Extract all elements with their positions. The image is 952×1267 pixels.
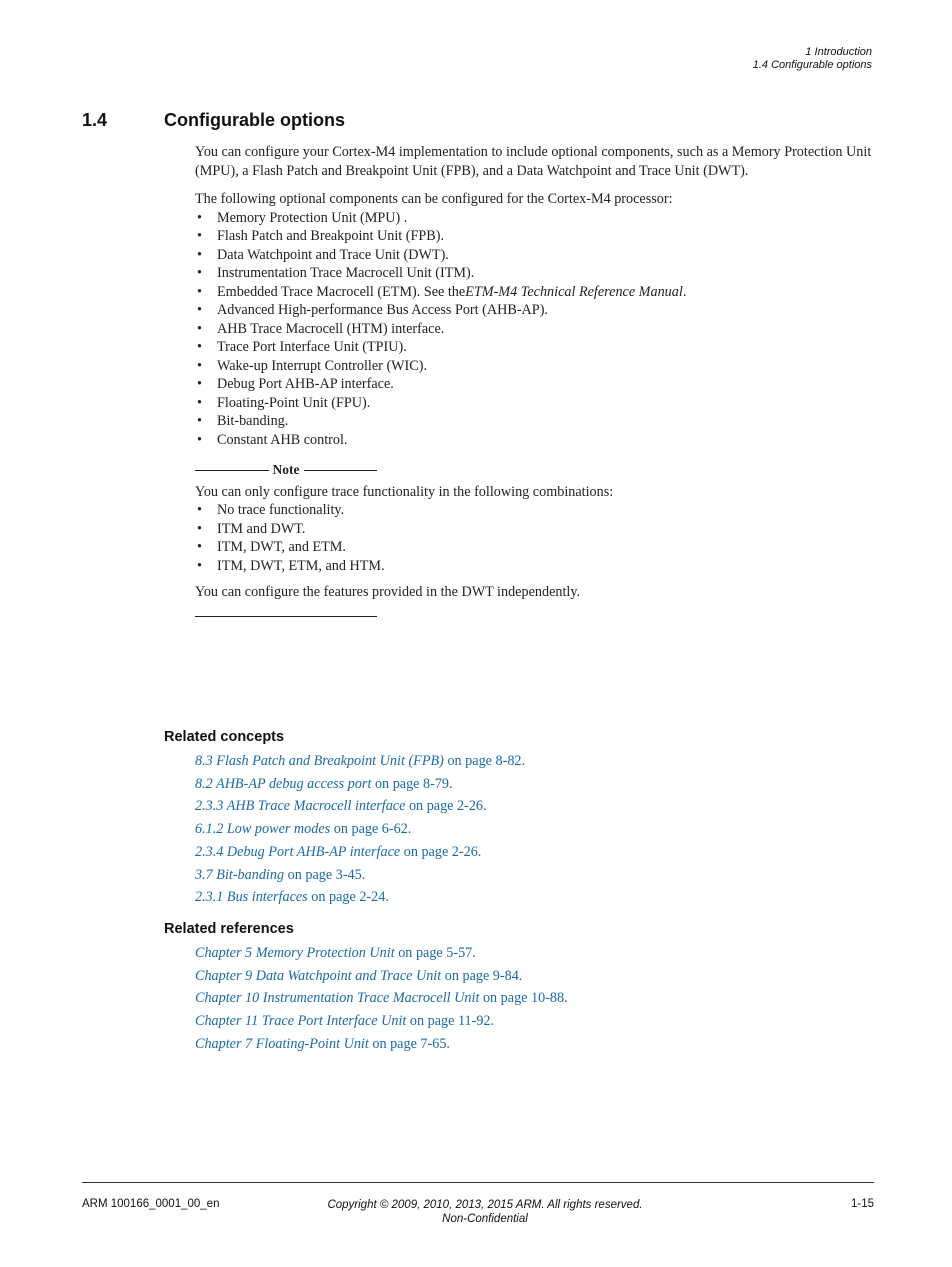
list-item: • ITM, DWT, and ETM.: [197, 539, 346, 555]
bullet: •: [197, 283, 202, 300]
list-item: • ITM, DWT, ETM, and HTM.: [197, 557, 385, 574]
list-item: • Flash Patch and Breakpoint Unit (FPB).: [197, 228, 444, 244]
note-end-rule: [195, 616, 377, 617]
footer-page-number: 1-15: [850, 1198, 874, 1210]
bullet: •: [197, 320, 202, 337]
section-title: Configurable options: [164, 110, 345, 130]
list-item: • Bit-banding.: [197, 413, 289, 429]
bullet: •: [197, 339, 202, 355]
list-item: • ITM and DWT.: [197, 520, 306, 537]
note-rule-right: [304, 470, 378, 471]
related-link[interactable]: Chapter 7 Floating-Point Unit on page 7-65.: [195, 1035, 450, 1052]
bullet: •: [197, 228, 202, 244]
section-number: 1.4: [82, 110, 108, 130]
footer-confidentiality: Non-Confidential: [442, 1213, 528, 1225]
related-link[interactable]: Chapter 10 Instrumentation Trace Macrocell Unit on page 10-88.: [195, 990, 568, 1007]
note-lead: You can only configure trace functionality in the following combinations:: [195, 483, 614, 500]
components-lead: The following optional components can be configured for the Cortex-M4 processor:: [195, 191, 673, 207]
bullet: •: [197, 557, 202, 574]
list-item: • AHB Trace Macrocell (HTM) interface.: [197, 320, 445, 337]
list-item: • Floating-Point Unit (FPU).: [197, 394, 371, 411]
footer-doc-id: ARM 100166_0001_00_en: [82, 1198, 220, 1210]
footer-copyright-block: [280, 1198, 690, 1226]
running-header: [753, 46, 872, 72]
list-item: • Wake-up Interrupt Controller (WIC).: [197, 357, 428, 374]
related-concepts-heading: Related concepts: [164, 729, 285, 745]
section-body: [195, 143, 875, 617]
bullet: •: [197, 539, 202, 555]
list-item: • Trace Port Interface Unit (TPIU).: [197, 339, 407, 355]
related-link[interactable]: 6.1.2 Low power modes on page 6-62.: [195, 821, 412, 838]
related-link[interactable]: 2.3.4 Debug Port AHB-AP interface on page 2-26.: [195, 843, 482, 860]
list-item: • Advanced High-performance Bus Access Port (AHB-AP).: [197, 302, 548, 318]
bullet: •: [197, 394, 202, 411]
bullet: •: [197, 357, 202, 374]
list-item: • Data Watchpoint and Trace Unit (DWT).: [197, 246, 449, 263]
note-list: [195, 501, 875, 575]
note-header: [195, 461, 377, 480]
footer-copyright: Copyright © 2009, 2010, 2013, 2015 ARM. All rights reserved.: [327, 1199, 643, 1211]
header-chapter: 1 Introduction: [805, 46, 872, 58]
related-link[interactable]: 8.3 Flash Patch and Breakpoint Unit (FPB) on page 8-82.: [195, 753, 526, 769]
footer-rule: [82, 1182, 874, 1183]
related-link[interactable]: 8.2 AHB-AP debug access port on page 8-79.: [195, 775, 453, 792]
bullet: •: [197, 413, 202, 429]
bullet: •: [197, 520, 202, 537]
related-link[interactable]: 3.7 Bit-banding on page 3-45.: [195, 866, 366, 883]
list-item: • Constant AHB control.: [197, 431, 348, 448]
list-item: • No trace functionality.: [197, 502, 345, 518]
bullet: •: [197, 265, 202, 281]
bullet: •: [197, 209, 202, 226]
note-label: Note: [272, 462, 300, 477]
bullet: •: [197, 502, 202, 518]
related-references-heading: Related references: [164, 921, 294, 937]
related-concepts-list: [195, 750, 525, 909]
related-link[interactable]: 2.3.3 AHB Trace Macrocell interface on page 2-26.: [195, 798, 487, 815]
bullet: •: [197, 431, 202, 448]
header-section: 1.4 Configurable options: [752, 59, 872, 71]
related-references-list: [195, 942, 568, 1056]
components-list: [195, 209, 875, 450]
bullet: •: [197, 302, 202, 318]
bullet: •: [197, 376, 202, 392]
list-item: • Memory Protection Unit (MPU) .: [197, 209, 408, 226]
list-item: • Instrumentation Trace Macrocell Unit (ITM).: [197, 265, 475, 281]
bullet: •: [197, 246, 202, 263]
list-item: • Embedded Trace Macrocell (ETM). See theETM-M4 Technical Reference Manual.: [197, 283, 687, 300]
related-link[interactable]: Chapter 5 Memory Protection Unit on page 5-57.: [195, 945, 476, 961]
related-link[interactable]: Chapter 11 Trace Port Interface Unit on page 11-92.: [195, 1013, 495, 1030]
note-tail: You can configure the features provided in the DWT independently.: [195, 584, 581, 600]
note-rule-left: [195, 470, 269, 471]
related-link[interactable]: 2.3.1 Bus interfaces on page 2-24.: [195, 889, 389, 906]
related-link[interactable]: Chapter 9 Data Watchpoint and Trace Unit on page 9-84.: [195, 967, 523, 984]
list-item: • Debug Port AHB-AP interface.: [197, 376, 394, 392]
intro-paragraph: You can configure your Cortex-M4 implementation to include optional components, such as a Memory Protection Unit (MPU), a Flash Patch and Breakpoint Unit (FPB), and a Data Watchpoint and Trace Unit (DWT).: [195, 144, 872, 179]
etm-manual-reference: ETM-M4 Technical Reference Manual: [465, 283, 683, 300]
